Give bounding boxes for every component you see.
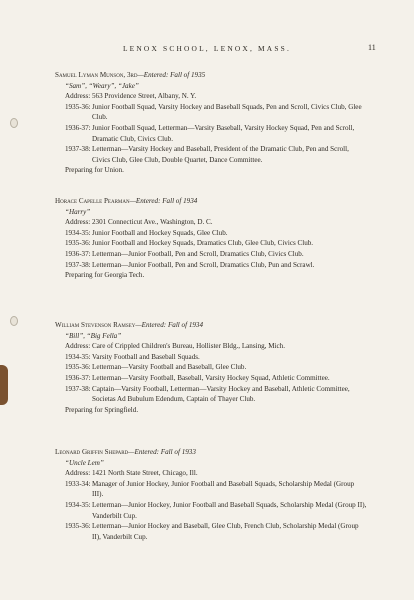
year-activities: Junior Football Squad, Letterman—Varsity Baseball, Varsity Hockey Squad, Pen and Scroll, Dramatic Club, Civics Club. [92, 123, 355, 143]
year-record [55, 260, 367, 271]
address: Address: 1421 North State Street, Chicago, Ill. [65, 469, 198, 478]
nicknames: “Uncle Lem” [65, 458, 104, 467]
student-name-line [55, 196, 367, 207]
year-activities: Manager of Junior Hockey, Junior Football and Baseball Squads, Scholarship Medal (Group III). [92, 479, 355, 499]
student-name: Samuel Lyman Munson, 3rd [55, 71, 138, 79]
student-entry [55, 447, 367, 542]
entered-date: —Entered: Fall of 1934 [129, 197, 198, 205]
year-record [55, 352, 367, 363]
year-record [55, 249, 367, 260]
year-label: 1935-36: [65, 239, 91, 248]
address: Address: 563 Providence Street, Albany, N. Y. [65, 92, 197, 101]
running-header: LENOX SCHOOL, LENOX, MASS. [122, 44, 292, 53]
year-record [55, 500, 367, 521]
nicknames: “Sam”, “Weary”, “Jake” [65, 81, 139, 90]
year-label: 1936-37: [65, 249, 91, 258]
year-activities: Letterman—Varsity Football, Baseball, Varsity Hockey Squad, Athletic Committee. [92, 373, 330, 382]
year-record [55, 238, 367, 249]
year-activities: Letterman—Junior Football, Pen and Scroll, Dramatics Club, Civics Club. [92, 249, 304, 258]
year-record [55, 479, 367, 500]
entered-date: —Entered: Fall of 1933 [128, 448, 196, 456]
year-record [55, 373, 367, 384]
year-label: 1933-34: [65, 479, 91, 488]
nicknames: “Harry” [65, 207, 91, 216]
year-label: 1937-38: [65, 145, 91, 154]
student-name-line [55, 447, 367, 458]
year-activities: Letterman—Junior Hockey, Junior Football and Baseball Squads, Scholarship Medal (Group II), Vanderbilt Cup. [92, 500, 367, 520]
binder-hole [10, 316, 18, 326]
year-record [55, 362, 367, 373]
year-activities: Letterman—Junior Football, Pen and Scroll, Dramatics Club, Pun and Scrawl. [92, 260, 315, 269]
year-label: 1934-35: [65, 500, 91, 509]
year-activities: Letterman—Junior Hockey and Baseball, Glee Club, French Club, Scholarship Medal (Group II), Vanderbilt Cup. [92, 522, 359, 541]
year-label: 1937-38: [65, 384, 91, 393]
student-name: William Stevenson Ramsey [55, 321, 136, 329]
year-record [55, 102, 367, 123]
year-label: 1935-36: [65, 363, 91, 372]
page-number: 11 [368, 43, 376, 52]
year-activities: Varsity Football and Baseball Squads. [92, 352, 200, 361]
year-activities: Captain—Varsity Football, Letterman—Varsity Hockey and Baseball, Athletic Committee, Societas Ad Bubulum Edendum, Captain of Thayer Club. [92, 384, 350, 404]
year-activities: Junior Football Squad, Varsity Hockey and Baseball Squads, Pen and Scroll, Civics Club, Glee Club. [92, 102, 362, 122]
student-name: Leonard Griffin Shepard [55, 448, 129, 456]
year-activities: Letterman—Varsity Football and Baseball, Glee Club. [92, 363, 247, 372]
entered-date: —Entered: Fall of 1935 [137, 71, 206, 79]
year-activities: Junior Football and Hockey Squads, Glee Club. [92, 228, 228, 237]
year-label: 1936-37: [65, 123, 91, 132]
page-tab [0, 365, 8, 405]
year-record [55, 521, 367, 542]
year-activities: Letterman—Varsity Hockey and Baseball, President of the Dramatic Club, Pen and Scroll, Civics Club, Glee Club, Double Quartet, Dance Committee. [92, 145, 349, 164]
entered-date: —Entered: Fall of 1934 [135, 321, 204, 329]
year-record [55, 228, 367, 239]
year-label: 1935-36: [65, 102, 91, 111]
preparing-for: Preparing for Union. [65, 166, 124, 175]
year-label: 1934-35: [65, 352, 91, 361]
student-entry [55, 70, 367, 176]
binder-hole [10, 118, 18, 128]
student-name-line [55, 320, 367, 331]
address: Address: Care of Crippled Children's Bureau, Hollister Bldg., Lansing, Mich. [65, 342, 285, 351]
year-record [55, 384, 367, 405]
year-label: 1934-35: [65, 228, 91, 237]
year-label: 1935-36: [65, 522, 91, 531]
address: Address: 2301 Connecticut Ave., Washington, D. C. [65, 218, 213, 227]
student-entry [55, 320, 367, 415]
year-activities: Junior Football and Hockey Squads, Dramatics Club, Glee Club, Civics Club. [92, 239, 314, 248]
student-name-line [55, 70, 367, 81]
year-label: 1937-38: [65, 260, 91, 269]
student-name: Horace Capelle Pearman [55, 197, 130, 205]
nicknames: “Bill”, “Big Fella” [65, 331, 122, 340]
year-label: 1936-37: [65, 373, 91, 382]
student-entry [55, 196, 367, 281]
preparing-for: Preparing for Georgia Tech. [65, 271, 145, 280]
preparing-for: Preparing for Springfield. [65, 405, 139, 414]
year-record [55, 144, 367, 165]
year-record [55, 123, 367, 144]
